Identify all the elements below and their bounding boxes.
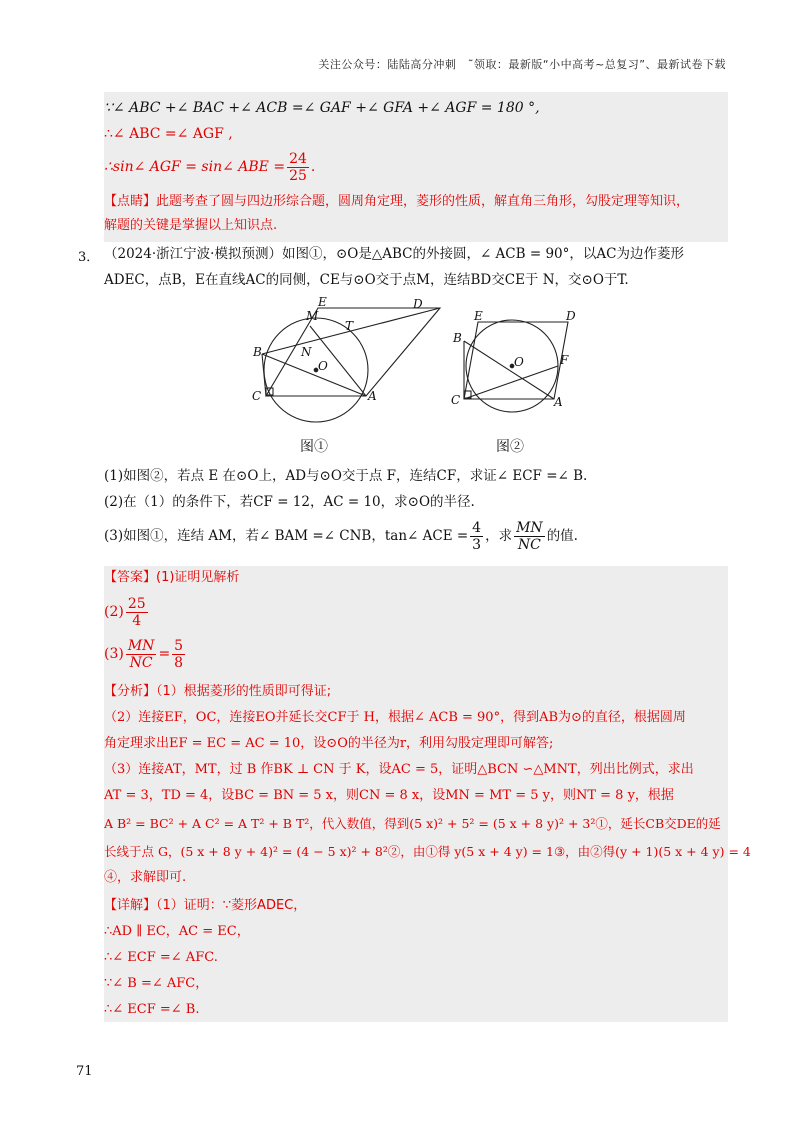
label-N: N <box>301 345 312 359</box>
fraction-4-3: $\frac{4}{3}$ <box>472 519 482 553</box>
solution-panel-top <box>104 92 728 242</box>
solution-line-1: ∵∠ ABC +∠ BAC +∠ ACB =∠ GAF +∠ GFA +∠ AGF = 180 °, <box>104 100 540 116</box>
label-O: O <box>514 355 524 369</box>
solution-panel-answer <box>104 566 751 1022</box>
label-A: A <box>554 395 563 409</box>
label-B: B <box>253 345 262 359</box>
label-O: O <box>318 359 328 373</box>
comment-line-2: 解题的关键是掌握以上知识点. <box>104 218 278 233</box>
answer-tag: 【答案】 <box>104 570 157 585</box>
detail-line-1 <box>104 896 306 916</box>
subquestion-1: (1)如图②，若点 E 在⊙O上，AD与⊙O交于点 F，连结CF，求证∠ ECF =∠ B. <box>104 468 588 484</box>
label-B: B <box>453 331 462 345</box>
analysis-line-2: （2）连接EF，OC，连接EO并延长交CF于 H，根据∠ ACB = 90°，得到AB为⊙的直径，根据圆周 <box>104 710 686 725</box>
label-T: T <box>345 319 354 333</box>
detail-text-1: （1）证明：∵菱形ADEC， <box>156 898 307 913</box>
analysis-line-4: （3）连接AT，MT，过 B 作BK ⊥ CN 于 K，设AC = 5，证明△BCN ∽△MNT，列出比例式，求出 <box>104 762 694 777</box>
analysis-line-6: A B² = BC² + A C² = A T² + B T²，代入数值，得到(5 x)² + 5² = (5 x + 8 y)² + 3²①，延长CB交DE的延 <box>104 816 721 831</box>
label-D: D <box>413 297 423 311</box>
label-F: F <box>560 353 569 367</box>
comment-tag: 【点睛】 <box>104 194 157 209</box>
sub3-post: 的值. <box>546 528 578 544</box>
analysis-line-8: ④，求解即可. <box>104 870 187 885</box>
sub3-mid: ，求 <box>485 528 513 544</box>
label-E: E <box>318 296 327 309</box>
period: . <box>310 159 316 175</box>
analysis-line-1 <box>104 682 331 702</box>
subquestion-3 <box>104 518 578 554</box>
answer-line-1 <box>104 568 239 588</box>
page-header: 关注公众号：陆陆高分冲刺 ˜领取：最新版“小中高考~总复习”、最新试卷下载 <box>318 58 726 71</box>
label-A: A <box>368 389 377 403</box>
question-line-1: （2024·浙江宁波·模拟预测）如图①，⊙O是△ABC的外接圆，∠ ACB = 90°，以AC为边作菱形 <box>104 246 684 262</box>
analysis-line-7: 长线于点 G，(5 x + 8 y + 4)² = (4 − 5 x)² + 8²②，由①得 y(5 x + 4 y) = 1③，由②得(y + 1)(5 x + 4 y) = 4 <box>104 844 751 859</box>
answer-3-label: (3) <box>104 646 124 662</box>
fraction-mn-nc-answer: $\frac{MN}{NC}$ <box>127 637 155 671</box>
fraction-25-4: $\frac{25}{4}$ <box>127 595 146 629</box>
fraction-24-25: $\frac{24}{25}$ <box>289 150 307 184</box>
answer-line-2 <box>104 594 150 630</box>
comment-text-1: 此题考查了圆与四边形综合题，圆周角定理，菱形的性质，解直角三角形，勾股定理等知识， <box>156 194 690 209</box>
answer-line-3 <box>104 636 187 672</box>
question-line-2: ADEC，点B，E在直线AC的同侧，CE与⊙O交于点M，连结BD交CE于 N，交⊙O于T. <box>104 272 629 288</box>
label-D: D <box>566 309 576 323</box>
detail-line-3: ∴∠ ECF =∠ AFC. <box>104 950 218 965</box>
detail-line-4: ∵∠ B =∠ AFC， <box>104 976 209 991</box>
analysis-text-1: （1）根据菱形的性质即可得证; <box>156 684 332 699</box>
fraction-mn-nc: $\frac{MN}{NC}$ <box>516 519 543 553</box>
solution-line-2: ∴∠ ABC =∠ AGF , <box>104 126 233 142</box>
geometry-figures <box>248 296 588 466</box>
solution-line-3 <box>104 150 315 184</box>
figure-2-caption: 图② <box>496 439 524 455</box>
page-number: 71 <box>76 1064 93 1079</box>
equals: = <box>158 646 171 662</box>
fraction-5-8: $\frac{5}{8}$ <box>174 637 184 671</box>
answer-1: (1)证明见解析 <box>156 570 240 585</box>
sub3-text: (3)如图①，连结 AM，若∠ BAM =∠ CNB，tan∠ ACE = <box>104 528 469 544</box>
detail-tag: 【详解】 <box>104 898 157 913</box>
detail-line-2: ∴AD ∥ EC，AC = EC， <box>104 924 250 939</box>
question-number: 3． <box>78 250 100 265</box>
label-C: C <box>451 393 461 407</box>
analysis-tag: 【分析】 <box>104 684 157 699</box>
detail-line-5: ∴∠ ECF =∠ B. <box>104 1002 200 1017</box>
figure-1-caption: 图① <box>300 439 328 455</box>
label-C: C <box>252 389 262 403</box>
analysis-line-3: 角定理求出EF = EC = AC = 10，设⊙O的半径为r，利用勾股定理即可解答; <box>104 736 554 751</box>
label-E: E <box>474 309 483 323</box>
analysis-line-5: AT = 3，TD = 4，设BC = BN = 5 x，则CN = 8 x，设MN = MT = 5 y，则NT = 8 y，根据 <box>104 788 674 803</box>
label-M: M <box>306 309 319 323</box>
subquestion-2: (2)在（1）的条件下，若CF = 12，AC = 10，求⊙O的半径. <box>104 494 475 510</box>
comment-line-1 <box>104 192 689 212</box>
answer-2-label: (2) <box>104 604 124 620</box>
sin-equation-text: ∴sin∠ AGF = sin∠ ABE = <box>104 159 286 175</box>
